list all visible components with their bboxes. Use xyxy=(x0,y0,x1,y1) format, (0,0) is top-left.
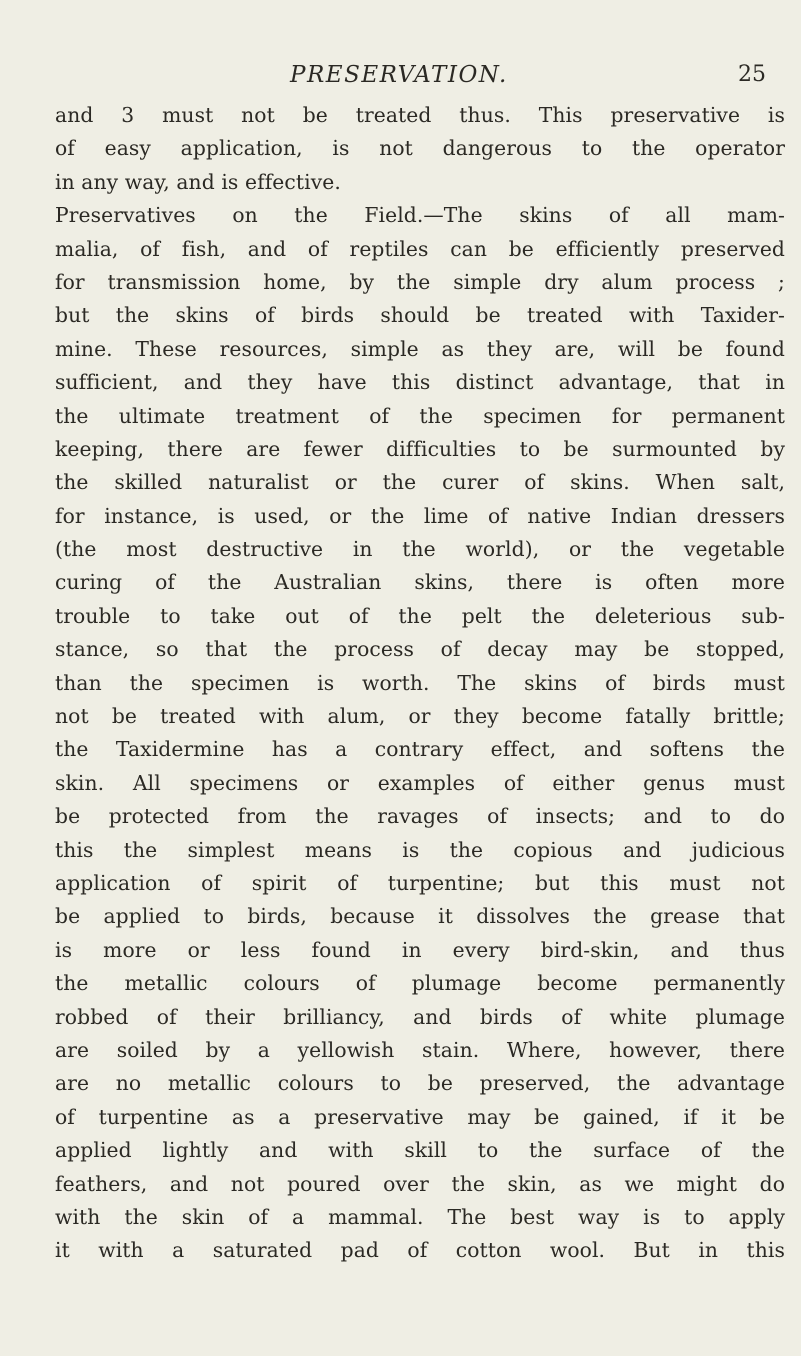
text-line: the metallic colours of plumage become permanently xyxy=(55,971,785,996)
text-line: skin. All specimens or examples of either genus must xyxy=(55,770,785,795)
text-line: curing of the Australian skins, there is often more xyxy=(55,570,785,595)
running-title: PRESERVATION. xyxy=(290,62,508,88)
text-line: be protected from the ravages of insects; and to do xyxy=(55,804,785,829)
text-line: sufficient, and they have this distinct advantage, that in xyxy=(55,370,785,395)
text-line: it with a saturated pad of cotton wool. But in this xyxy=(55,1238,785,1263)
text-line: (the most destructive in the world), or the vegetable xyxy=(55,537,785,562)
text-line: malia, of fish, and of reptiles can be efficiently preserved xyxy=(55,236,785,261)
text-line: and 3 must not be treated thus. This preservative is xyxy=(55,103,785,127)
text-line: be applied to birds, because it dissolves the grease that xyxy=(55,904,785,929)
text-line: of turpentine as a preservative may be gained, if it be xyxy=(55,1104,785,1129)
text-line: than the specimen is worth. The skins of birds must xyxy=(55,670,785,695)
text-line: application of spirit of turpentine; but this must not xyxy=(55,870,785,895)
text-line: Preservatives on the Field.—The skins of all mam- xyxy=(55,203,785,228)
text-line: this the simplest means is the copious and judicious xyxy=(55,837,785,862)
text-line: is more or less found in every bird-skin, and thus xyxy=(55,937,785,962)
text-line: the ultimate treatment of the specimen for permanent xyxy=(55,403,785,428)
text-line: with the skin of a mammal. The best way is to apply xyxy=(55,1204,785,1229)
text-line: of easy application, is not dangerous to the operator xyxy=(55,136,785,161)
text-line: are soiled by a yellowish stain. Where, however, there xyxy=(55,1037,785,1062)
text-line: stance, so that the process of decay may be stopped, xyxy=(55,637,785,662)
text-line: the skilled naturalist or the curer of skins. When salt, xyxy=(55,470,785,495)
text-line: the Taxidermine has a contrary effect, and softens the xyxy=(55,737,785,762)
text-line: not be treated with alum, or they become fatally brittle; xyxy=(55,704,785,729)
text-line: are no metallic colours to be preserved, the advantage xyxy=(55,1071,785,1096)
text-line: for transmission home, by the simple dry alum process ; xyxy=(55,269,785,294)
text-line: feathers, and not poured over the skin, as we might do xyxy=(55,1171,785,1196)
running-head xyxy=(0,62,801,96)
text-line: in any way, and is effective. xyxy=(55,169,341,194)
text-line: applied lightly and with skill to the surface of the xyxy=(55,1138,785,1163)
text-line: keeping, there are fewer difficulties to be surmounted by xyxy=(55,436,785,461)
text-line: robbed of their brilliancy, and birds of white plumage xyxy=(55,1004,785,1029)
text-line: for instance, is used, or the lime of native Indian dressers xyxy=(55,503,785,528)
page-number: 25 xyxy=(738,62,766,87)
text-line: trouble to take out of the pelt the deleterious sub- xyxy=(55,603,785,628)
text-line: mine. These resources, simple as they are, will be found xyxy=(55,336,785,361)
body-text xyxy=(55,99,785,1268)
text-line: but the skins of birds should be treated with Taxider- xyxy=(55,303,785,328)
